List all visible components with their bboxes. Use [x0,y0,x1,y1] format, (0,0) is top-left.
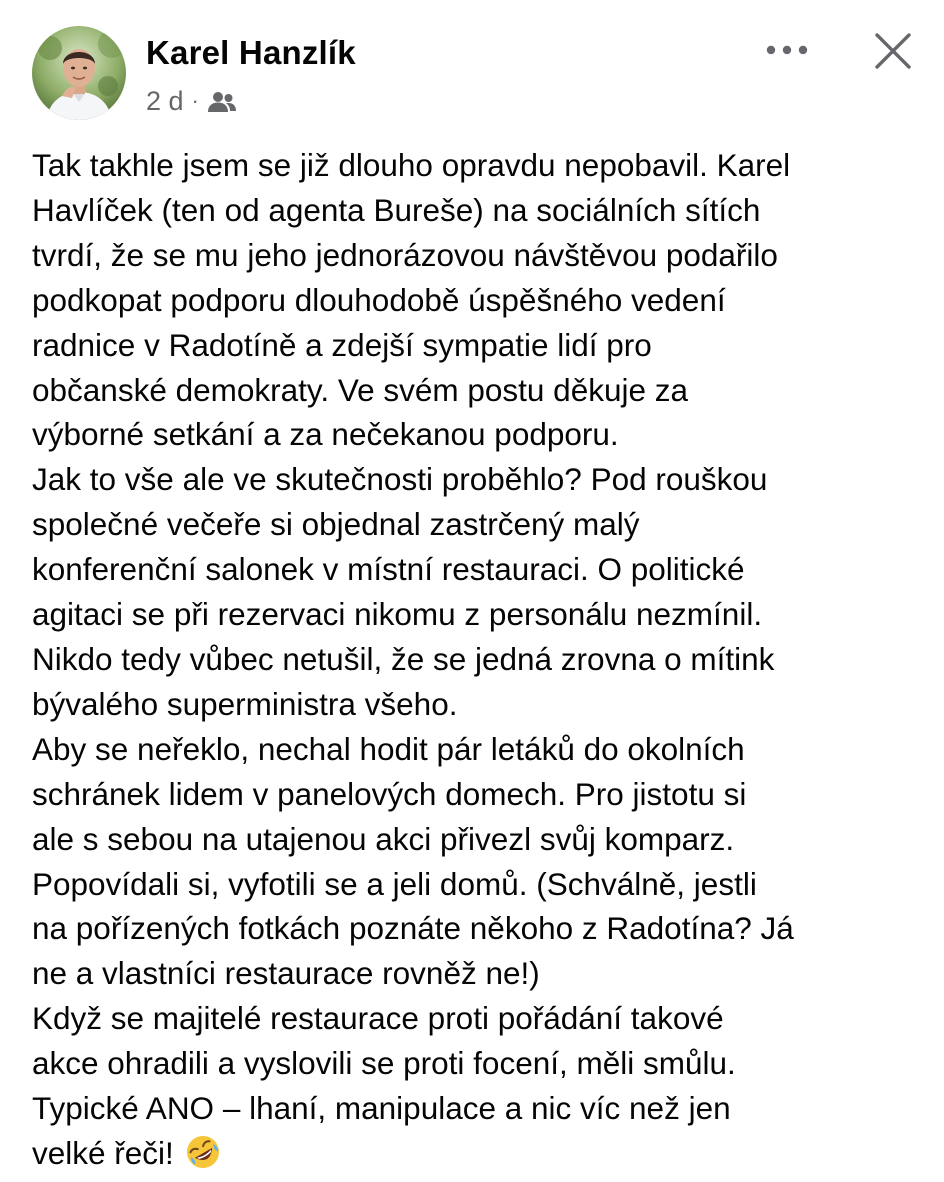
close-icon [874,32,912,75]
post-text-line-last [32,1131,932,1176]
close-button[interactable] [866,26,920,80]
post-meta [146,84,237,118]
post-text-line: ale s sebou na utajenou akci přivezl svůj komparz. [32,820,735,857]
more-horizontal-icon [765,43,809,61]
post-text-line: Popovídali si, vyfotili se a jeli domů. (Schválně, jestli [32,865,757,902]
more-options-button[interactable] [760,30,814,74]
post-body [32,143,932,1176]
friends-icon[interactable] [207,90,237,114]
post-paragraph [32,143,932,457]
post-text-line: Tak takhle jsem se již dlouho opravdu nepobavil. Karel [32,147,791,183]
post-text-line: podkopat podporu dlouhodobě úspěšného vedení [32,281,726,318]
post-header [0,0,944,130]
post-text-line: občanské demokraty. Ve svém postu děkuje za [32,371,689,408]
post-paragraph [32,996,932,1176]
post-text-line: tvrdí, že se mu jeho jednorázovou návštěvou podařilo [32,236,778,273]
post-text-line: bývalého superministra všeho. [32,685,458,722]
meta-separator: · [191,88,199,113]
post-text-line: konferenční salonek v místní restauraci. O politické [32,551,745,588]
post-text-line: Nikdo tedy vůbec netušil, že se jedná zrovna o mítink [32,640,775,677]
post-text-line: Havlíček (ten od agenta Bureše) na sociálních sítích [32,191,761,228]
post-text-line: Když se majitelé restaurace proti pořádání takové [32,1000,724,1037]
post-paragraph [32,457,932,726]
post-text-line: ne a vlastníci restaurace rovněž ne!) [32,955,540,992]
post-text-line: Typické ANO – lhaní, manipulace a nic víc než jen [32,1090,731,1127]
post-text-line: akce ohradili a vyslovili se proti focení, měli smůlu. [32,1045,736,1082]
post-paragraph [32,727,932,996]
post-text-line: výborné setkání a za nečekanou podporu. [32,416,619,453]
post-text-fragment: velké řeči! [32,1134,174,1171]
post-text-line: agitaci se při rezervaci nikomu z personálu nezmínil. [32,596,763,633]
post-timestamp[interactable]: 2 d [146,85,184,116]
post-text-line: společné večeře si objednal zastrčený malý [32,506,640,543]
avatar[interactable] [32,26,126,120]
post-text-line: Aby se neřeklo, nechal hodit pár letáků do okolních [32,730,745,767]
rolling-on-floor-laughing-emoji [185,1134,221,1170]
post-text-line: radnice v Radotíně a zdejší sympatie lidí pro [32,326,652,363]
post-text-line: na pořízených fotkách poznáte někoho z Radotína? Já [32,910,794,947]
post-text-line: Jak to vše ale ve skutečnosti proběhlo? Pod rouškou [32,461,768,498]
post-text-line: schránek lidem v panelových domech. Pro jistotu si [32,775,747,812]
author-name[interactable]: Karel Hanzlík [146,34,356,71]
